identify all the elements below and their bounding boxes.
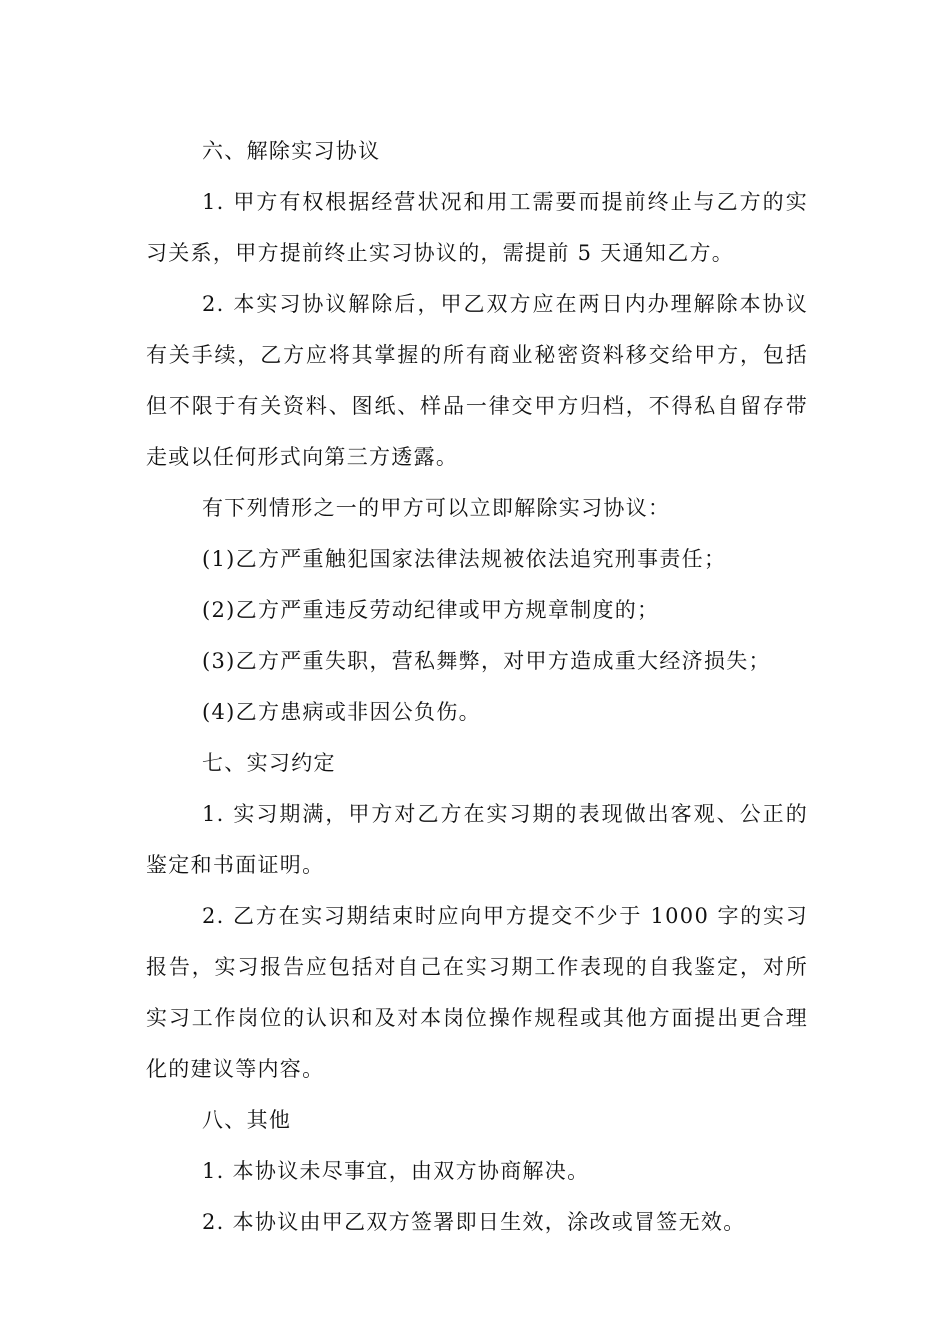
list-item-condition-2: (2)乙方严重违反劳动纪律或甲方规章制度的； [202, 598, 660, 622]
paragraph-other-2: 2. 本协议由甲乙双方签署即日生效，涂改或冒签无效。 [202, 1210, 746, 1234]
paragraph-internship-terms-1: 1. 实习期满，甲方对乙方在实习期的表现做出客观、公正的鉴定和书面证明。 [146, 802, 808, 877]
section-heading-other: 八、其他 [202, 1108, 292, 1132]
document-body [146, 126, 808, 1248]
list-item-condition-3: (3)乙方严重失职，营私舞弊，对甲方造成重大经济损失； [202, 649, 771, 673]
paragraph-termination-1: 1. 甲方有权根据经营状况和用工需要而提前终止与乙方的实习关系，甲方提前终止实习协议的，需提前 5 天通知乙方。 [146, 190, 808, 265]
paragraph-other-1: 1. 本协议未尽事宜，由双方协商解决。 [202, 1159, 590, 1183]
list-item-condition-4: (4)乙方患病或非因公负伤。 [202, 700, 481, 724]
section-heading-internship-terms: 七、实习约定 [202, 751, 336, 775]
section-heading-termination: 六、解除实习协议 [202, 139, 381, 163]
paragraph-termination-conditions-intro: 有下列情形之一的甲方可以立即解除实习协议： [202, 496, 671, 520]
list-item-condition-1: (1)乙方严重触犯国家法律法规被依法追究刑事责任； [202, 547, 727, 571]
paragraph-internship-terms-2: 2. 乙方在实习期结束时应向甲方提交不少于 1000 字的实习报告，实习报告应包括对自己在实习期工作表现的自我鉴定，对所实习工作岗位的认识和及对本岗位操作规程或其他方面提出更合理化的建议等内容。 [146, 904, 808, 1081]
paragraph-termination-2: 2. 本实习协议解除后，甲乙双方应在两日内办理解除本协议有关手续，乙方应将其掌握的所有商业秘密资料移交给甲方，包括但不限于有关资料、图纸、样品一律交甲方归档，不得私自留存带走或以任何形式向第三方透露。 [146, 292, 808, 469]
